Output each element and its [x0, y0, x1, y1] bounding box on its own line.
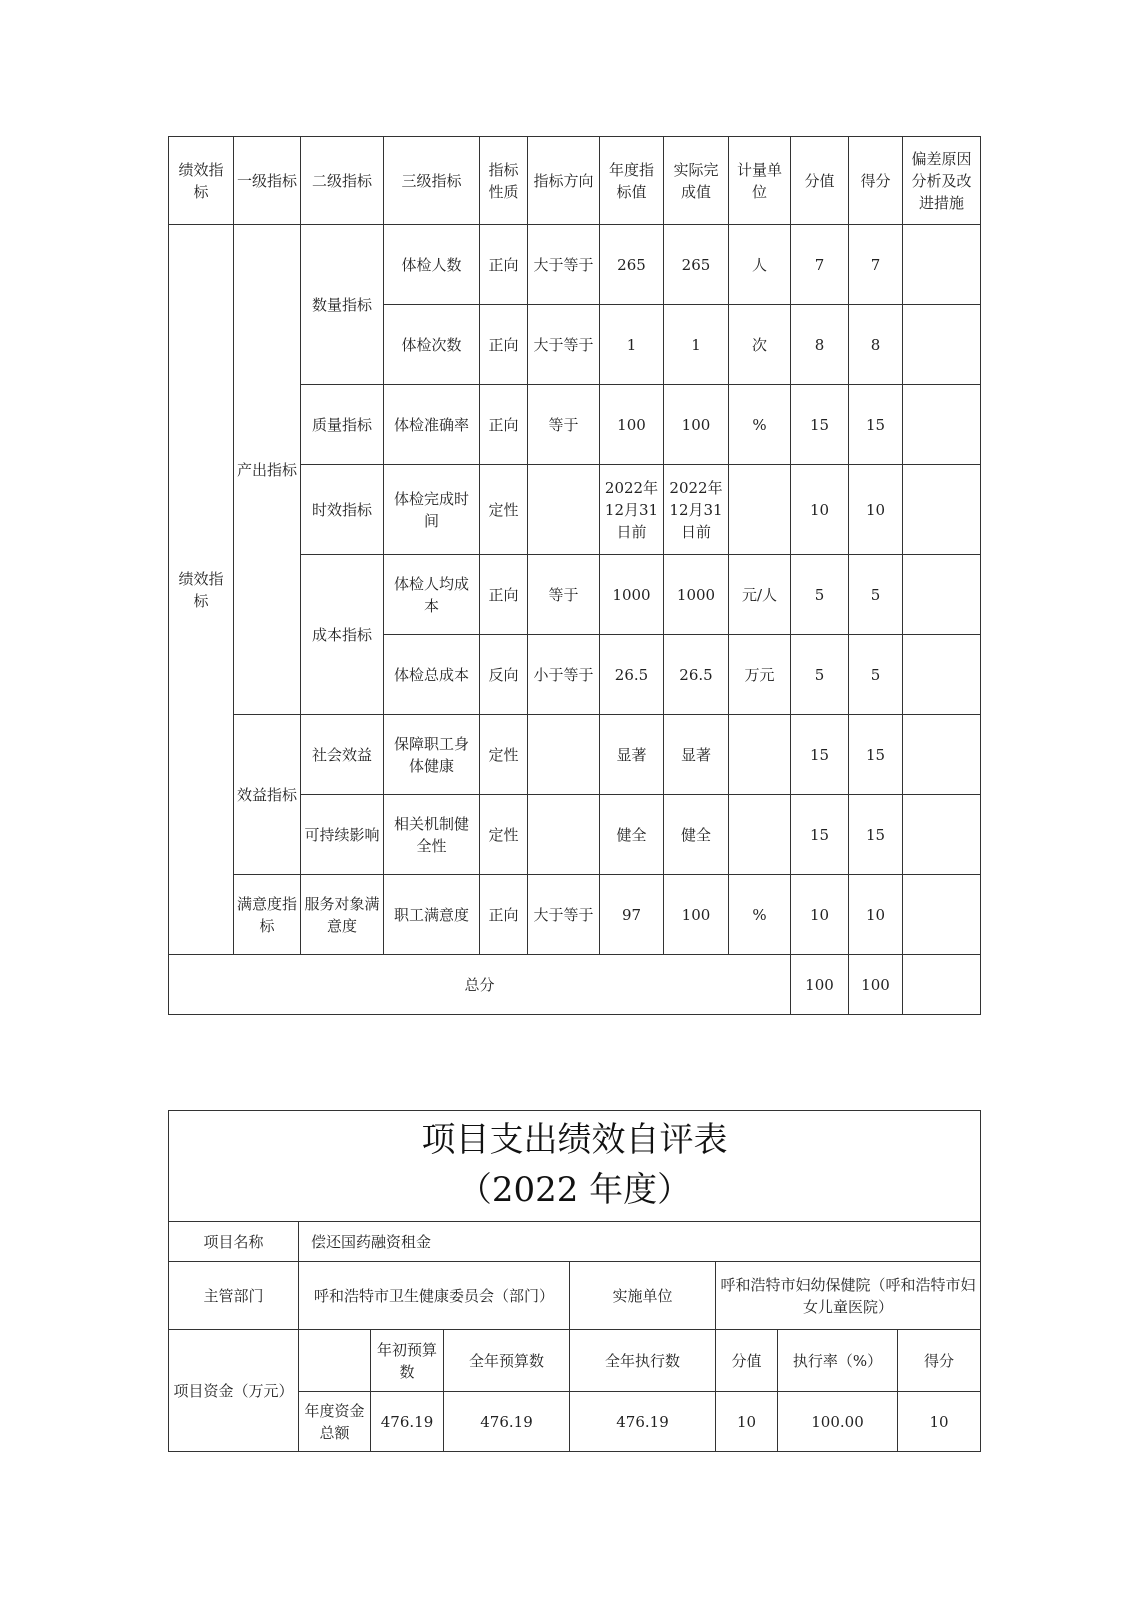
implementing-unit-label: 实施单位: [570, 1262, 716, 1330]
unit-cell: 元/人: [729, 555, 791, 635]
header-cell: 偏差原因分析及改进措施: [903, 137, 981, 225]
header-cell: 二级指标: [301, 137, 384, 225]
performance-indicator-table: [168, 136, 981, 1015]
funds-header-cell: 年初预算数: [371, 1330, 444, 1392]
title-text: 项目支出绩效自评表: [421, 1120, 728, 1160]
got-cell: 15: [849, 715, 903, 795]
unit-cell: 万元: [729, 635, 791, 715]
header-cell: 绩效指标: [169, 137, 234, 225]
actual-cell: 显著: [664, 715, 729, 795]
got-cell: 15: [849, 795, 903, 875]
header-cell: 一级指标: [234, 137, 301, 225]
direction-cell: [528, 795, 600, 875]
direction-cell: 等于: [528, 555, 600, 635]
remark-cell: [903, 795, 981, 875]
level2-cost: 成本指标: [301, 555, 384, 715]
level1-benefit: 效益指标: [234, 715, 301, 875]
total-remark: [903, 955, 981, 1015]
score-cell: 5: [791, 555, 849, 635]
score-cell: 5: [791, 635, 849, 715]
funds-value-cell: 476.19: [371, 1392, 444, 1452]
remark-cell: [903, 465, 981, 555]
level2-sustainable: 可持续影响: [301, 795, 384, 875]
department-label: 主管部门: [169, 1262, 299, 1330]
nature-cell: 正向: [480, 305, 528, 385]
implementing-unit-value: 呼和浩特市妇幼保健院（呼和浩特市妇女儿童医院）: [716, 1262, 981, 1330]
funds-header-row: [169, 1330, 981, 1392]
funds-header-cell: 得分: [898, 1330, 981, 1392]
remark-cell: [903, 555, 981, 635]
department-value: 呼和浩特市卫生健康委员会（部门）: [299, 1262, 570, 1330]
funds-value-cell: 476.19: [444, 1392, 570, 1452]
target-cell: 100: [600, 385, 664, 465]
target-cell: 1000: [600, 555, 664, 635]
score-cell: 15: [791, 795, 849, 875]
nature-cell: 正向: [480, 555, 528, 635]
unit-cell: %: [729, 385, 791, 465]
target-cell: 26.5: [600, 635, 664, 715]
remark-cell: [903, 225, 981, 305]
direction-cell: 等于: [528, 385, 600, 465]
level2-service: 服务对象满意度: [301, 875, 384, 955]
target-cell: 2022年12月31日前: [600, 465, 664, 555]
table-row: [169, 225, 981, 305]
level2-social: 社会效益: [301, 715, 384, 795]
project-name-value: 偿还国药融资租金: [299, 1222, 981, 1262]
got-cell: 10: [849, 875, 903, 955]
score-cell: 7: [791, 225, 849, 305]
header-cell: 计量单位: [729, 137, 791, 225]
remark-cell: [903, 715, 981, 795]
project-name-label: 项目名称: [169, 1222, 299, 1262]
nature-cell: 正向: [480, 385, 528, 465]
unit-cell: %: [729, 875, 791, 955]
indicator-cell: 相关机制健全性: [384, 795, 480, 875]
target-cell: 97: [600, 875, 664, 955]
direction-cell: 大于等于: [528, 875, 600, 955]
level2-quality: 质量指标: [301, 385, 384, 465]
form-title: [169, 1111, 981, 1222]
actual-cell: 100: [664, 875, 729, 955]
department-row: [169, 1262, 981, 1330]
direction-cell: 小于等于: [528, 635, 600, 715]
header-row: [169, 137, 981, 225]
nature-cell: 定性: [480, 795, 528, 875]
funds-value-cell: 476.19: [570, 1392, 716, 1452]
indicator-cell: 体检完成时间: [384, 465, 480, 555]
unit-cell: 人: [729, 225, 791, 305]
title-row: [169, 1111, 981, 1222]
total-label: 总分: [169, 955, 791, 1015]
header-cell: 分值: [791, 137, 849, 225]
level1-satisfaction: 满意度指标: [234, 875, 301, 955]
funds-header-cell: 分值: [716, 1330, 778, 1392]
funds-label: 项目资金（万元）: [169, 1330, 299, 1452]
table-row: [169, 875, 981, 955]
remark-cell: [903, 875, 981, 955]
unit-cell: 次: [729, 305, 791, 385]
funds-blank-cell: [299, 1330, 371, 1392]
indicator-cell: 体检次数: [384, 305, 480, 385]
remark-cell: [903, 635, 981, 715]
nature-cell: 定性: [480, 465, 528, 555]
direction-cell: [528, 715, 600, 795]
year-text: （2022 年度）: [457, 1170, 692, 1210]
project-name-row: [169, 1222, 981, 1262]
got-cell: 5: [849, 635, 903, 715]
level1-output: 产出指标: [234, 225, 301, 715]
actual-cell: 265: [664, 225, 729, 305]
nature-cell: 正向: [480, 875, 528, 955]
indicator-cell: 体检人数: [384, 225, 480, 305]
funds-header-cell: 全年执行数: [570, 1330, 716, 1392]
level2-quantity: 数量指标: [301, 225, 384, 385]
target-cell: 显著: [600, 715, 664, 795]
project-self-evaluation-table: [168, 1110, 981, 1452]
target-cell: 1: [600, 305, 664, 385]
actual-cell: 100: [664, 385, 729, 465]
actual-cell: 2022年12月31日前: [664, 465, 729, 555]
direction-cell: [528, 465, 600, 555]
funds-value-cell: 10: [716, 1392, 778, 1452]
header-cell: 年度指标值: [600, 137, 664, 225]
target-cell: 265: [600, 225, 664, 305]
score-cell: 10: [791, 465, 849, 555]
header-cell: 指标方向: [528, 137, 600, 225]
score-cell: 15: [791, 385, 849, 465]
header-cell: 指标性质: [480, 137, 528, 225]
unit-cell: [729, 715, 791, 795]
funds-header-cell: 执行率（%）: [778, 1330, 898, 1392]
target-cell: 健全: [600, 795, 664, 875]
actual-cell: 26.5: [664, 635, 729, 715]
indicator-cell: 体检准确率: [384, 385, 480, 465]
remark-cell: [903, 385, 981, 465]
total-score: 100: [791, 955, 849, 1015]
funds-value-cell: 10: [898, 1392, 981, 1452]
total-row: [169, 955, 981, 1015]
direction-cell: 大于等于: [528, 305, 600, 385]
direction-cell: 大于等于: [528, 225, 600, 305]
header-cell: 实际完成值: [664, 137, 729, 225]
header-cell: 得分: [849, 137, 903, 225]
funds-value-cell: 100.00: [778, 1392, 898, 1452]
actual-cell: 1: [664, 305, 729, 385]
score-cell: 10: [791, 875, 849, 955]
level2-timeliness: 时效指标: [301, 465, 384, 555]
total-got: 100: [849, 955, 903, 1015]
funds-header-cell: 全年预算数: [444, 1330, 570, 1392]
header-cell: 三级指标: [384, 137, 480, 225]
nature-cell: 定性: [480, 715, 528, 795]
got-cell: 7: [849, 225, 903, 305]
got-cell: 10: [849, 465, 903, 555]
score-cell: 8: [791, 305, 849, 385]
unit-cell: [729, 795, 791, 875]
nature-cell: 反向: [480, 635, 528, 715]
got-cell: 5: [849, 555, 903, 635]
indicator-cell: 职工满意度: [384, 875, 480, 955]
table-row: [169, 715, 981, 795]
funds-row-label: 年度资金总额: [299, 1392, 371, 1452]
nature-cell: 正向: [480, 225, 528, 305]
got-cell: 15: [849, 385, 903, 465]
actual-cell: 健全: [664, 795, 729, 875]
level0-cell: 绩效指标: [169, 225, 234, 955]
actual-cell: 1000: [664, 555, 729, 635]
indicator-cell: 保障职工身体健康: [384, 715, 480, 795]
indicator-cell: 体检人均成本: [384, 555, 480, 635]
score-cell: 15: [791, 715, 849, 795]
remark-cell: [903, 305, 981, 385]
indicator-cell: 体检总成本: [384, 635, 480, 715]
got-cell: 8: [849, 305, 903, 385]
unit-cell: [729, 465, 791, 555]
